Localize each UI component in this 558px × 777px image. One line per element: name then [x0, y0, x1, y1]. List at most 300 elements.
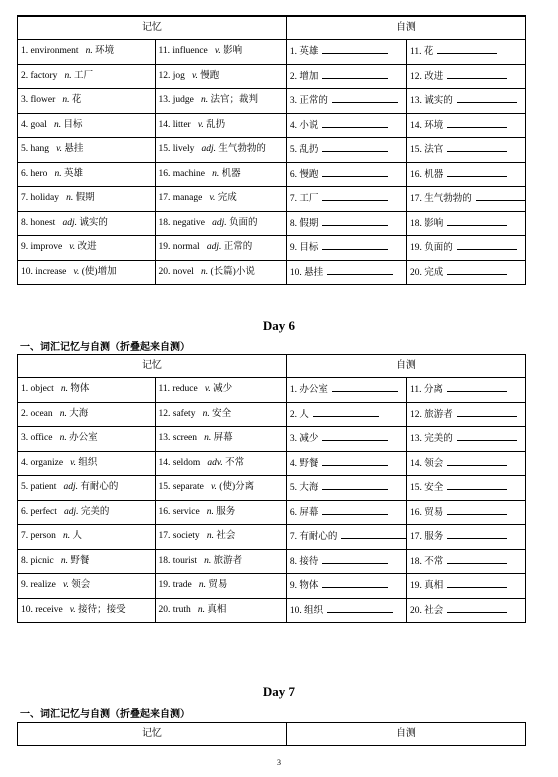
- word: 14. seldom: [158, 457, 201, 468]
- meaning: 法官；裁判: [210, 95, 259, 105]
- answer-blank[interactable]: [322, 433, 388, 441]
- meaning: 安全: [212, 408, 232, 419]
- table-row: [18, 211, 526, 236]
- answer-blank[interactable]: [447, 605, 507, 613]
- test-entry: [406, 64, 525, 89]
- test-entry: [286, 476, 406, 501]
- answer-blank[interactable]: [447, 580, 507, 588]
- table-row: [18, 500, 526, 525]
- page-number: 3: [277, 758, 281, 767]
- meaning: 社会: [216, 531, 236, 541]
- word: 7. holiday: [21, 193, 59, 203]
- memory-entry: [18, 40, 156, 65]
- answer-blank[interactable]: [457, 433, 517, 441]
- vocab-table-2: [17, 354, 526, 623]
- memory-entry: [155, 162, 286, 187]
- test-entry: [406, 187, 525, 212]
- part-of-speech: n.: [64, 70, 72, 81]
- test-entry: [286, 500, 406, 525]
- prompt: 15. 法官: [409, 145, 444, 155]
- answer-blank[interactable]: [322, 507, 388, 515]
- word: 19. normal: [158, 242, 200, 252]
- memory-entry: [155, 40, 286, 65]
- memory-entry: [18, 138, 156, 163]
- part-of-speech: n.: [198, 580, 207, 590]
- memory-entry: [155, 378, 286, 403]
- memory-entry: [155, 64, 286, 89]
- word: 16. service: [158, 506, 200, 517]
- memory-entry: [155, 476, 286, 501]
- part-of-speech: n.: [85, 46, 93, 56]
- prompt: 15. 安全: [409, 483, 444, 493]
- meaning: 工厂: [74, 70, 94, 81]
- vocab-table-3: [17, 722, 526, 746]
- memory-entry: [155, 89, 286, 114]
- meaning: 目标: [63, 119, 83, 130]
- table-row: [18, 64, 526, 89]
- memory-entry: [18, 476, 156, 501]
- prompt: 11. 分离: [409, 385, 443, 395]
- memory-entry: [18, 500, 156, 525]
- part-of-speech: adj.: [212, 217, 227, 228]
- part-of-speech: n.: [59, 433, 67, 443]
- word: 1. object: [21, 384, 54, 394]
- word: 9. realize: [21, 580, 56, 590]
- word: 20. truth: [158, 604, 191, 615]
- part-of-speech: n.: [60, 555, 68, 566]
- table-row: [18, 574, 526, 599]
- prompt: 20. 社会: [409, 605, 444, 616]
- part-of-speech: adj.: [206, 242, 222, 252]
- table-row: [18, 187, 526, 212]
- meaning: 诚实的: [79, 217, 108, 228]
- meaning: 物体: [70, 384, 90, 394]
- answer-blank[interactable]: [447, 556, 507, 564]
- answer-blank[interactable]: [322, 482, 388, 490]
- test-entry: [406, 476, 525, 501]
- prompt: 16. 贸易: [409, 507, 444, 518]
- meaning: 负面的: [228, 217, 258, 228]
- memory-entry: [155, 427, 286, 452]
- meaning: 乱扔: [206, 119, 226, 130]
- answer-blank[interactable]: [322, 242, 388, 250]
- prompt: 9. 物体: [289, 581, 319, 591]
- table-header: [18, 16, 526, 40]
- test-entry: [406, 260, 525, 285]
- meaning: 完成: [217, 193, 237, 203]
- meaning: 英雄: [64, 168, 84, 179]
- meaning: 接待；接受: [78, 604, 126, 615]
- answer-blank[interactable]: [447, 507, 507, 515]
- test-entry: [286, 427, 406, 452]
- word: 8. honest: [21, 217, 56, 228]
- meaning: 办公室: [69, 433, 98, 443]
- prompt: 2. 人: [289, 409, 309, 420]
- memory-entry: [155, 525, 286, 550]
- part-of-speech: adj.: [63, 482, 78, 492]
- word: 10. increase: [21, 266, 67, 277]
- meaning: 贸易: [208, 580, 228, 590]
- word: 6. hero: [21, 168, 48, 179]
- test-entry: [286, 260, 406, 285]
- word: 18. tourist: [158, 555, 198, 566]
- test-header: 自测: [286, 355, 525, 378]
- test-entry: [406, 525, 525, 550]
- test-entry: [406, 378, 525, 403]
- test-entry: [286, 549, 406, 574]
- word: 3. flower: [21, 95, 56, 105]
- answer-blank[interactable]: [447, 531, 507, 539]
- word: 11. influence: [158, 46, 208, 56]
- test-entry: [286, 236, 406, 261]
- test-entry: [286, 89, 406, 114]
- table-header: [18, 723, 526, 746]
- answer-blank[interactable]: [457, 95, 517, 103]
- memory-entry: [155, 500, 286, 525]
- test-entry: [406, 211, 525, 236]
- day6-title: Day 6: [262, 318, 296, 333]
- prompt: 19. 真相: [409, 581, 444, 591]
- test-entry: [406, 113, 525, 138]
- meaning: 服务: [216, 506, 236, 517]
- test-entry: [406, 402, 525, 427]
- part-of-speech: n.: [206, 506, 214, 517]
- part-of-speech: v.: [204, 384, 211, 394]
- answer-blank[interactable]: [447, 458, 507, 466]
- prompt: 20. 完成: [409, 267, 444, 278]
- table-row: [18, 549, 526, 574]
- test-entry: [406, 598, 525, 623]
- test-entry: [406, 574, 525, 599]
- memory-entry: [18, 525, 156, 550]
- test-entry: [406, 138, 525, 163]
- meaning: 旅游者: [213, 555, 243, 566]
- test-entry: [286, 113, 406, 138]
- memory-entry: [18, 187, 156, 212]
- meaning: 完美的: [80, 506, 110, 517]
- table-row: [18, 451, 526, 476]
- part-of-speech: adj.: [62, 217, 77, 228]
- test-entry: [406, 162, 525, 187]
- prompt: 13. 诚实的: [409, 96, 453, 106]
- word: 12. safety: [158, 408, 196, 419]
- test-entry: [406, 40, 525, 65]
- prompt: 2. 增加: [289, 71, 319, 82]
- answer-blank[interactable]: [332, 95, 398, 103]
- meaning: 影响: [223, 46, 243, 56]
- memory-entry: [155, 187, 286, 212]
- prompt: 13. 完美的: [409, 434, 453, 444]
- memory-entry: [155, 260, 286, 285]
- word: 18. negative: [158, 217, 205, 228]
- answer-blank[interactable]: [322, 556, 388, 564]
- memory-entry: [155, 236, 286, 261]
- test-entry: [286, 187, 406, 212]
- test-entry: [286, 138, 406, 163]
- prompt: 5. 乱扔: [289, 145, 319, 155]
- prompt: 12. 改进: [409, 71, 444, 82]
- memory-entry: [155, 598, 286, 623]
- part-of-speech: n.: [212, 168, 220, 179]
- table-row: [18, 598, 526, 623]
- prompt: 18. 影响: [409, 218, 444, 229]
- part-of-speech: v.: [62, 580, 69, 590]
- test-entry: [406, 451, 525, 476]
- answer-blank[interactable]: [313, 409, 379, 417]
- part-of-speech: n.: [201, 95, 209, 105]
- answer-blank[interactable]: [447, 71, 507, 79]
- answer-blank[interactable]: [447, 169, 507, 177]
- meaning: 组织: [78, 457, 98, 468]
- day7-section-heading: 一、词汇记忆与自测（折叠起来自测）: [20, 709, 190, 720]
- word: 13. screen: [158, 433, 198, 443]
- meaning: 不常: [225, 457, 245, 468]
- memory-entry: [155, 574, 286, 599]
- meaning: (长篇)小说: [210, 266, 255, 277]
- part-of-speech: v.: [197, 119, 204, 130]
- answer-blank[interactable]: [327, 267, 393, 275]
- memory-entry: [18, 162, 156, 187]
- memory-entry: [155, 138, 286, 163]
- meaning: 有耐心的: [80, 482, 119, 492]
- prompt: 19. 负面的: [409, 243, 453, 253]
- word: 12. jog: [158, 70, 185, 81]
- meaning: (使)增加: [81, 266, 117, 277]
- answer-blank[interactable]: [322, 169, 388, 177]
- memory-entry: [18, 211, 156, 236]
- meaning: 正常的: [223, 242, 253, 252]
- vocab-table-1: [17, 15, 526, 285]
- word: 4. goal: [21, 119, 47, 130]
- word: 5. patient: [21, 482, 57, 492]
- prompt: 11. 花: [409, 47, 434, 57]
- memory-entry: [18, 89, 156, 114]
- prompt: 8. 接待: [289, 556, 319, 567]
- answer-blank[interactable]: [447, 120, 507, 128]
- meaning: (使)分离: [219, 482, 255, 492]
- meaning: 环境: [95, 46, 115, 56]
- table-row: [18, 89, 526, 114]
- part-of-speech: n.: [59, 408, 67, 419]
- test-entry: [286, 64, 406, 89]
- test-entry: [286, 451, 406, 476]
- table-row: [18, 402, 526, 427]
- table-row: [18, 162, 526, 187]
- word: 6. perfect: [21, 506, 57, 517]
- part-of-speech: v.: [73, 266, 80, 277]
- answer-blank[interactable]: [457, 242, 517, 250]
- test-entry: [286, 598, 406, 623]
- memory-entry: [155, 211, 286, 236]
- answer-blank[interactable]: [322, 46, 388, 54]
- meaning: 大海: [69, 408, 89, 419]
- meaning: 领会: [71, 580, 91, 590]
- test-entry: [406, 500, 525, 525]
- meaning: 真相: [207, 604, 227, 615]
- meaning: 花: [71, 95, 82, 105]
- part-of-speech: v.: [69, 604, 76, 615]
- day7-title: Day 7: [262, 684, 296, 699]
- word: 5. hang: [21, 144, 49, 154]
- memory-entry: [18, 549, 156, 574]
- prompt: 12. 旅游者: [409, 409, 453, 420]
- test-entry: [286, 378, 406, 403]
- answer-blank[interactable]: [447, 384, 507, 392]
- answer-blank[interactable]: [332, 384, 398, 392]
- part-of-speech: n.: [204, 433, 212, 443]
- answer-blank[interactable]: [437, 46, 497, 54]
- word: 8. picnic: [21, 555, 54, 566]
- word: 17. society: [158, 531, 200, 541]
- prompt: 14. 领会: [409, 458, 444, 469]
- table-row: [18, 427, 526, 452]
- memory-entry: [155, 549, 286, 574]
- test-entry: [286, 402, 406, 427]
- meaning: 慢跑: [200, 70, 220, 81]
- memory-entry: [18, 427, 156, 452]
- day6-section-heading: 一、词汇记忆与自测（折叠起来自测）: [20, 342, 190, 353]
- answer-blank[interactable]: [447, 144, 507, 152]
- part-of-speech: n.: [204, 555, 212, 566]
- table-row: [18, 525, 526, 550]
- part-of-speech: n.: [60, 384, 68, 394]
- meaning: 假期: [75, 193, 95, 203]
- prompt: 6. 慢跑: [289, 169, 319, 180]
- prompt: 7. 有耐心的: [289, 532, 338, 542]
- table-header: [18, 355, 526, 378]
- meaning: 人: [72, 531, 82, 541]
- answer-blank[interactable]: [322, 193, 388, 201]
- test-entry: [286, 525, 406, 550]
- word: 3. office: [21, 433, 53, 443]
- meaning: 机器: [221, 168, 241, 179]
- word: 19. trade: [158, 580, 192, 590]
- answer-blank[interactable]: [447, 267, 507, 275]
- answer-blank[interactable]: [341, 531, 406, 539]
- memory-header: 记忆: [18, 355, 287, 378]
- word: 1. environment: [21, 46, 79, 56]
- prompt: 14. 环境: [409, 120, 444, 131]
- answer-blank[interactable]: [476, 193, 526, 201]
- part-of-speech: adv.: [207, 457, 223, 468]
- memory-entry: [18, 236, 156, 261]
- part-of-speech: v.: [69, 242, 76, 252]
- prompt: 9. 目标: [289, 243, 319, 253]
- part-of-speech: v.: [192, 70, 198, 81]
- prompt: 10. 组织: [289, 605, 324, 616]
- memory-entry: [18, 451, 156, 476]
- word: 17. manage: [158, 193, 203, 203]
- prompt: 10. 悬挂: [289, 267, 324, 278]
- part-of-speech: v.: [70, 457, 77, 468]
- answer-blank[interactable]: [322, 71, 388, 79]
- memory-header: 记忆: [18, 16, 287, 40]
- table-row: [18, 236, 526, 261]
- part-of-speech: v.: [56, 144, 62, 154]
- memory-entry: [18, 64, 156, 89]
- word: 14. litter: [158, 119, 191, 130]
- word: 13. judge: [158, 95, 194, 105]
- word: 9. improve: [21, 242, 63, 252]
- word: 15. lively: [158, 144, 195, 154]
- prompt: 1. 办公室: [289, 385, 328, 395]
- prompt: 3. 正常的: [289, 96, 328, 106]
- part-of-speech: n.: [53, 119, 62, 130]
- test-entry: [286, 574, 406, 599]
- test-entry: [286, 162, 406, 187]
- answer-blank[interactable]: [322, 144, 388, 152]
- test-entry: [406, 236, 525, 261]
- part-of-speech: v.: [209, 193, 216, 203]
- test-entry: [406, 427, 525, 452]
- answer-blank[interactable]: [322, 580, 388, 588]
- table-row: [18, 113, 526, 138]
- table-row: [18, 138, 526, 163]
- part-of-speech: adj.: [201, 144, 217, 154]
- table-row: [18, 378, 526, 403]
- answer-blank[interactable]: [322, 218, 388, 226]
- part-of-speech: n.: [197, 604, 205, 615]
- table-row: [18, 40, 526, 65]
- memory-entry: [18, 598, 156, 623]
- meaning: 减少: [213, 384, 233, 394]
- word: 15. separate: [158, 482, 204, 492]
- prompt: 16. 机器: [409, 169, 444, 180]
- part-of-speech: n.: [62, 531, 71, 541]
- answer-blank[interactable]: [447, 482, 507, 490]
- prompt: 5. 大海: [289, 483, 319, 493]
- test-entry: [286, 40, 406, 65]
- word: 11. reduce: [158, 384, 198, 394]
- part-of-speech: n.: [206, 531, 214, 541]
- prompt: 18. 不常: [409, 556, 444, 567]
- table-row: [18, 260, 526, 285]
- word: 4. organize: [21, 457, 64, 468]
- memory-entry: [18, 402, 156, 427]
- prompt: 17. 服务: [409, 532, 444, 542]
- prompt: 6. 屏幕: [289, 507, 319, 518]
- answer-blank[interactable]: [447, 218, 507, 226]
- memory-header: 记忆: [18, 723, 287, 746]
- part-of-speech: adj.: [64, 506, 79, 517]
- test-header: 自测: [286, 723, 525, 746]
- memory-entry: [155, 113, 286, 138]
- part-of-speech: n.: [201, 266, 209, 277]
- memory-entry: [155, 451, 286, 476]
- test-entry: [286, 211, 406, 236]
- answer-blank[interactable]: [322, 120, 388, 128]
- answer-blank[interactable]: [327, 605, 393, 613]
- prompt: 4. 小说: [289, 120, 319, 131]
- part-of-speech: n.: [62, 95, 70, 105]
- answer-blank[interactable]: [322, 458, 388, 466]
- part-of-speech: n.: [54, 168, 62, 179]
- meaning: 悬挂: [64, 144, 84, 154]
- answer-blank[interactable]: [457, 409, 517, 417]
- prompt: 7. 工厂: [289, 194, 319, 204]
- test-entry: [406, 89, 525, 114]
- word: 2. ocean: [21, 408, 53, 419]
- memory-entry: [18, 113, 156, 138]
- prompt: 3. 减少: [289, 434, 319, 444]
- prompt: 4. 野餐: [289, 458, 319, 469]
- word: 2. factory: [21, 70, 58, 81]
- word: 7. person: [21, 531, 56, 541]
- table-row: [18, 476, 526, 501]
- test-entry: [406, 549, 525, 574]
- meaning: 改进: [77, 242, 97, 252]
- part-of-speech: n.: [66, 193, 74, 203]
